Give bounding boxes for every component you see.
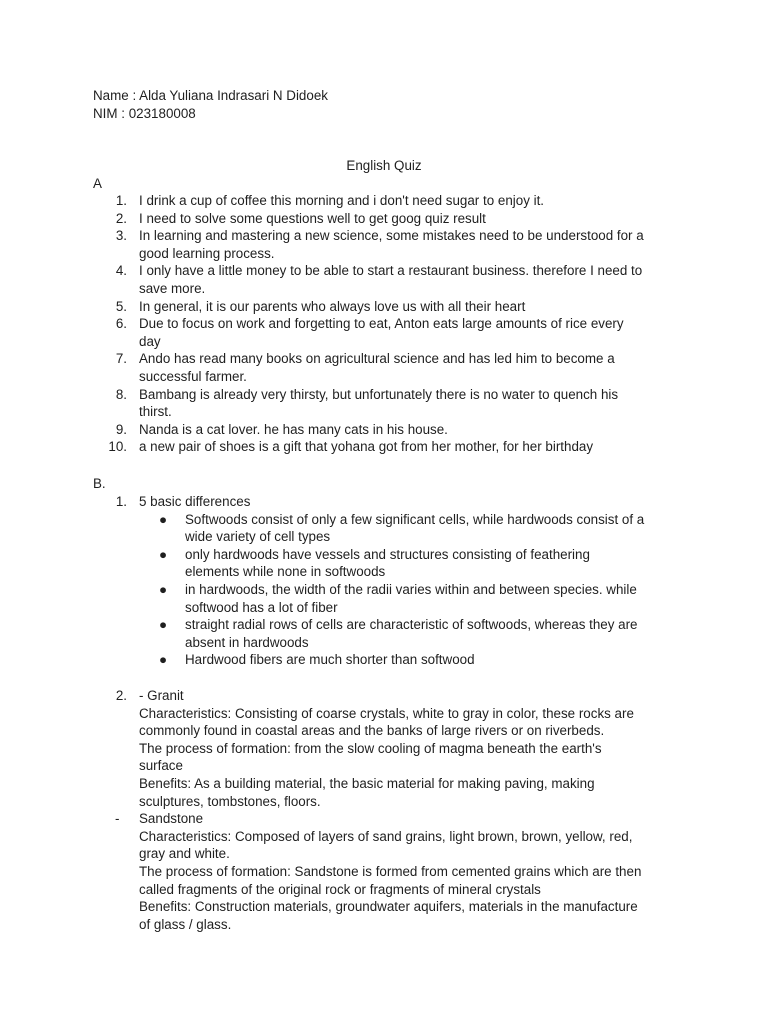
granite-text: sculptures, tombstones, floors. (139, 793, 321, 809)
bullet-icon: ● (159, 511, 168, 527)
list-item-number: 8. (115, 386, 127, 402)
list-item-text: good learning process. (139, 245, 275, 261)
list-item-number: 7. (115, 351, 127, 367)
bullet-item (93, 581, 693, 616)
list-item-text: I need to solve some questions well to get goog quiz result (139, 210, 486, 226)
bullet-text: in hardwoods, the width of the radii varies within and between species. while (185, 581, 637, 597)
bullet-text: elements while none in softwoods (185, 564, 386, 580)
sandstone-text: called fragments of the original rock or fragments of mineral crystals (139, 881, 541, 897)
list-item-text: In general, it is our parents who always love us with all their heart (139, 298, 526, 314)
list-item-text: save more. (139, 280, 206, 296)
list-item (93, 227, 693, 262)
bullet-icon: ● (159, 581, 168, 597)
sandstone-text: Characteristics: Composed of layers of sand grains, light brown, brown, yellow, red, (139, 828, 633, 844)
list-item (93, 421, 693, 439)
list-item-text: Ando has read many books on agricultural science and has led him to become a (139, 351, 615, 367)
bullet-item (93, 511, 693, 546)
granite-text: The process of formation: from the slow cooling of magma beneath the earth's (139, 740, 602, 756)
sandstone-heading: Sandstone (139, 811, 204, 827)
section-b-label: B. (93, 476, 106, 491)
list-item-number: 10. (108, 439, 127, 455)
bullet-text: straight radial rows of cells are characteristic of softwoods, whereas they are (185, 617, 638, 633)
bullet-list (93, 511, 693, 669)
list-item-text: Due to focus on work and forgetting to eat, Anton eats large amounts of rice every (139, 316, 624, 332)
section-a-label: A (93, 176, 102, 191)
list-item-number: 6. (115, 316, 127, 332)
bullet-item (93, 546, 693, 581)
list-item (93, 438, 693, 456)
list-item-text: thirst. (139, 404, 172, 420)
list-item (93, 298, 693, 316)
bullet-text: Softwoods consist of only a few significant cells, while hardwoods consist of a (185, 511, 645, 527)
list-item (93, 210, 693, 228)
sandstone-marker: - (115, 811, 120, 827)
list-item-number: 1. (115, 193, 127, 208)
sandstone-text: The process of formation: Sandstone is formed from cemented grains which are then (139, 863, 642, 879)
list-item-text: day (139, 333, 161, 349)
section-a-list (93, 192, 693, 456)
list-item-text: In learning and mastering a new science, some mistakes need to be understood for a (139, 228, 644, 244)
question-1-heading-text: 5 basic differences (139, 494, 251, 509)
bullet-text: Hardwood fibers are much shorter than softwood (185, 652, 475, 668)
section-b-question-2 (93, 687, 693, 933)
list-item-text: I drink a cup of coffee this morning and i don't need sugar to enjoy it. (139, 193, 545, 208)
sandstone-text: gray and white. (139, 846, 230, 862)
bullet-item (93, 651, 693, 669)
granite-text: surface (139, 758, 183, 774)
list-item-number: 2. (115, 210, 127, 226)
list-item (93, 192, 693, 210)
bullet-text: softwood has a lot of fiber (185, 599, 338, 615)
list-item (93, 386, 693, 421)
list-item-text: I only have a little money to be able to start a restaurant business. therefore I need to (139, 263, 643, 279)
question-1-number: 1. (115, 494, 127, 509)
list-item (93, 350, 693, 385)
list-item-number: 9. (115, 421, 127, 437)
bullet-icon: ● (159, 652, 168, 668)
list-item-text: successful farmer. (139, 368, 247, 384)
granite-heading: - Granit (139, 688, 184, 703)
granite-text: commonly found in coastal areas and the banks of large rivers or on riverbeds. (139, 723, 605, 739)
bullet-icon: ● (159, 617, 168, 633)
question-2-number: 2. (115, 688, 127, 703)
question-2-heading (93, 687, 693, 705)
granite-text: Benefits: As a building material, the basic material for making paving, making (139, 775, 595, 791)
student-nim: NIM : 023180008 (93, 106, 196, 121)
list-item-number: 4. (115, 263, 127, 279)
page-title: English Quiz (346, 158, 422, 173)
bullet-icon: ● (159, 546, 168, 562)
student-name: Name : Alda Yuliana Indrasari N Didoek (93, 88, 328, 103)
bullet-item (93, 616, 693, 651)
list-item-text: Nanda is a cat lover. he has many cats in his house. (139, 421, 448, 437)
sandstone-heading-row (93, 810, 693, 828)
bullet-text: wide variety of cell types (185, 529, 331, 545)
granite-text: Characteristics: Consisting of coarse crystals, white to gray in color, these rocks are (139, 705, 634, 721)
list-item (93, 262, 693, 297)
list-item-text: Bambang is already very thirsty, but unfortunately there is no water to quench his (139, 386, 619, 402)
sandstone-text: of glass / glass. (139, 916, 232, 932)
question-1-heading (93, 493, 693, 511)
list-item-text: a new pair of shoes is a gift that yohana got from her mother, for her birthday (139, 439, 594, 455)
list-item-number: 3. (115, 228, 127, 244)
bullet-text: absent in hardwoods (185, 634, 309, 650)
list-item-number: 5. (115, 298, 127, 314)
granite-details (93, 705, 693, 811)
list-item (93, 315, 693, 350)
sandstone-details (93, 828, 693, 934)
section-b-question-1 (93, 493, 693, 669)
bullet-text: only hardwoods have vessels and structures consisting of feathering (185, 546, 590, 562)
sandstone-text: Benefits: Construction materials, groundwater aquifers, materials in the manufacture (139, 899, 638, 915)
